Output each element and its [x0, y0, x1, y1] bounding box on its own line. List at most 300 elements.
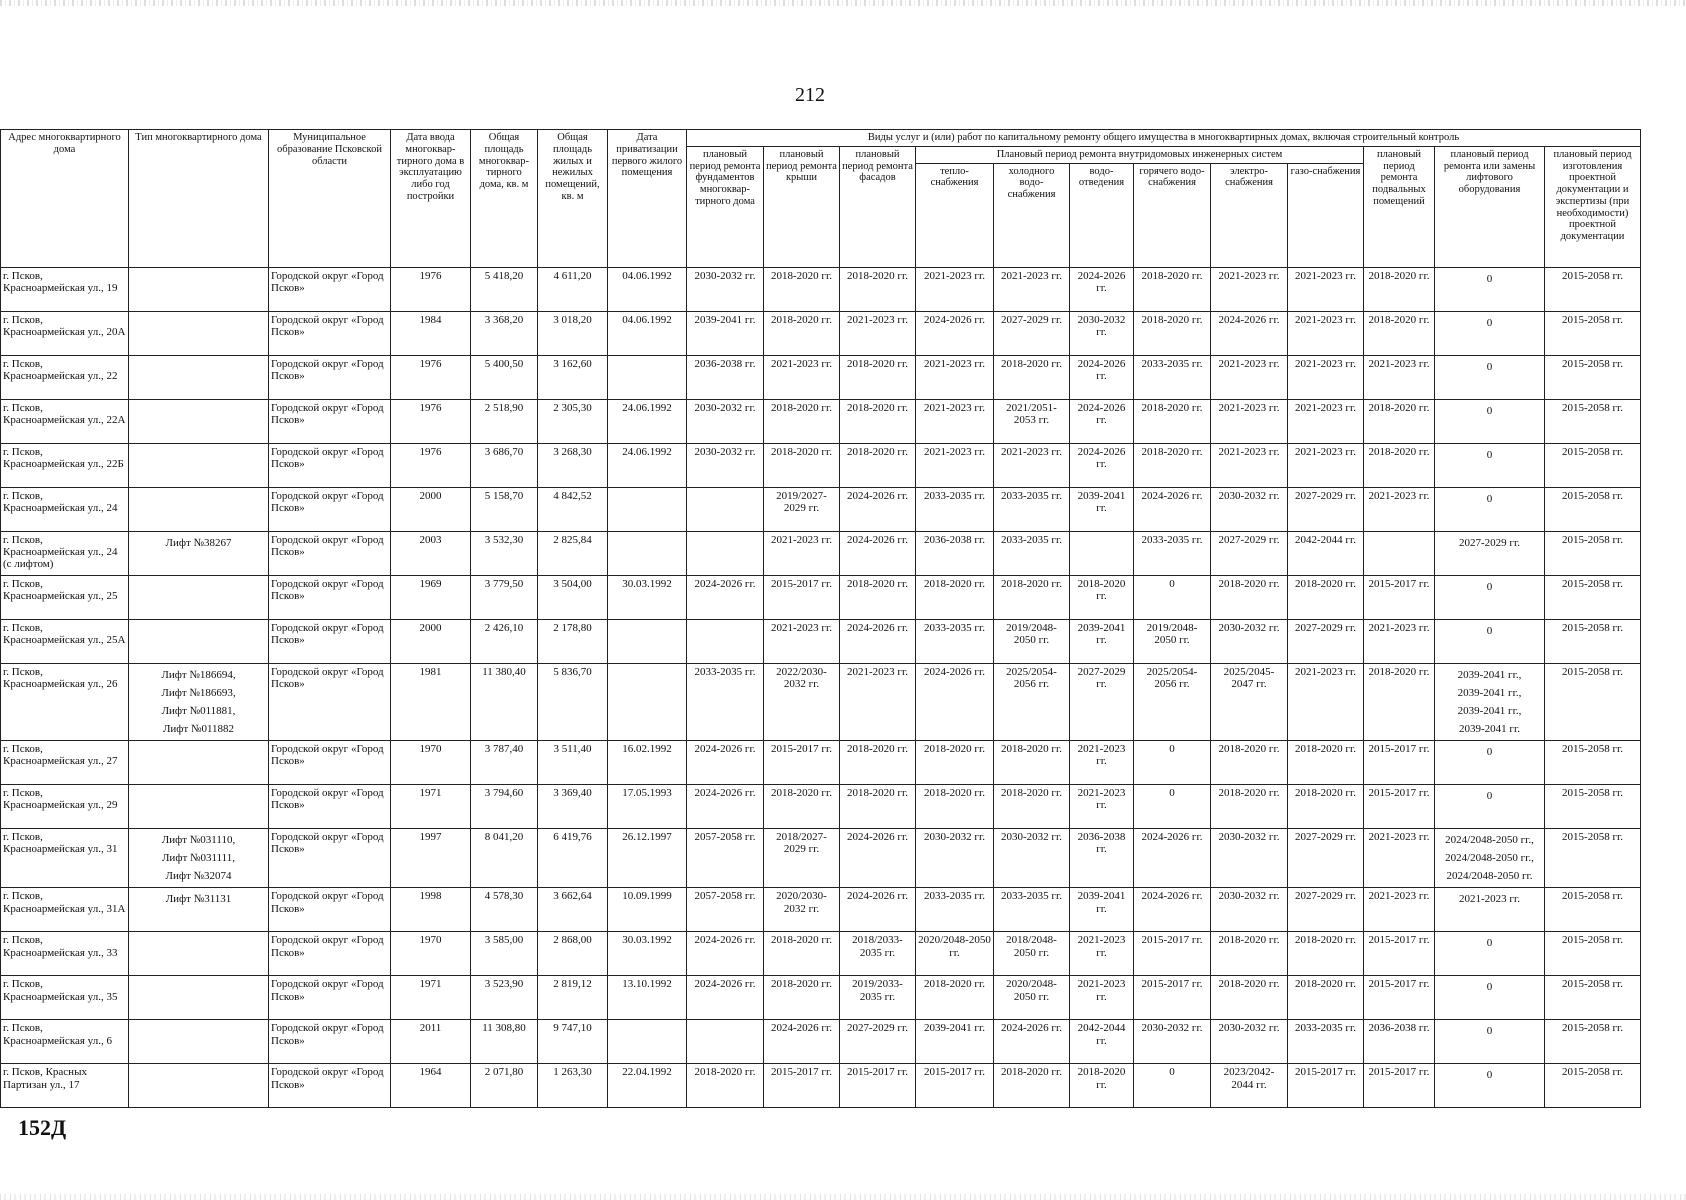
municipality-cell: Городской округ «Город Псков» [269, 785, 391, 829]
header-elevator: плановый период ремонта или замены лифтового оборудования [1435, 146, 1545, 267]
cold-water-period-cell: 2019/2048-2050 гг. [994, 619, 1070, 663]
header-roof: плановый период ремонта крыши [764, 146, 840, 267]
privatization-date-cell [608, 487, 687, 531]
table-body [1, 267, 1641, 1108]
foundation-period-cell: 2024-2026 гг. [687, 575, 764, 619]
municipality-cell: Городской округ «Город Псков» [269, 1064, 391, 1108]
table-row [1, 741, 1641, 785]
house-type-cell [129, 443, 269, 487]
sewer-period-cell: 2030-2032 гг. [1070, 311, 1134, 355]
address-cell: г. Псков, Красноармейская ул., 24 (с лифтом) [1, 531, 129, 575]
address-cell: г. Псков, Красноармейская ул., 6 [1, 1020, 129, 1064]
living-area-cell: 2 868,00 [538, 932, 608, 976]
header-hot-water: горячего водо-снабжения [1134, 163, 1211, 267]
address-cell: г. Псков, Красноармейская ул., 22А [1, 399, 129, 443]
elevator-id: Лифт №32074 [165, 870, 232, 883]
cold-water-period-cell: 2033-2035 гг. [994, 487, 1070, 531]
design-docs-period-cell: 2015-2058 гг. [1545, 619, 1641, 663]
elevator-period-cell [1435, 741, 1545, 785]
roof-period-cell: 2018/2027-2029 гг. [764, 829, 840, 888]
electric-period-cell: 2025/2045-2047 гг. [1211, 663, 1288, 741]
electric-period-cell: 2024-2026 гг. [1211, 311, 1288, 355]
house-type-cell [129, 575, 269, 619]
house-type-cell [129, 399, 269, 443]
roof-period-cell: 2021-2023 гг. [764, 619, 840, 663]
hot-water-period-cell: 2024-2026 гг. [1134, 888, 1211, 932]
facade-period-cell: 2024-2026 гг. [840, 531, 916, 575]
sewer-period-cell: 2021-2023 гг. [1070, 741, 1134, 785]
elevator-period: 0 [1486, 272, 1493, 285]
house-type-cell [129, 1064, 269, 1108]
total-area-cell: 8 041,20 [471, 829, 538, 888]
elevator-period: 0 [1486, 1069, 1493, 1082]
hot-water-period-cell: 2033-2035 гг. [1134, 355, 1211, 399]
living-area-cell: 2 178,80 [538, 619, 608, 663]
cold-water-period-cell: 2018/2048-2050 гг. [994, 932, 1070, 976]
electric-period-cell: 2018-2020 гг. [1211, 741, 1288, 785]
table-row [1, 932, 1641, 976]
municipality-cell: Городской округ «Город Псков» [269, 1020, 391, 1064]
privatization-date-cell: 26.12.1997 [608, 829, 687, 888]
heat-supply-period-cell: 2018-2020 гг. [916, 575, 994, 619]
roof-period-cell: 2018-2020 гг. [764, 311, 840, 355]
electric-period-cell: 2030-2032 гг. [1211, 1020, 1288, 1064]
address-cell: г. Псков, Красноармейская ул., 33 [1, 932, 129, 976]
house-type-cell [129, 267, 269, 311]
basement-period-cell: 2015-2017 гг. [1364, 575, 1435, 619]
facade-period-cell: 2018/2033-2035 гг. [840, 932, 916, 976]
facade-period-cell: 2027-2029 гг. [840, 1020, 916, 1064]
electric-period-cell: 2027-2029 гг. [1211, 531, 1288, 575]
elevator-period-cell [1435, 311, 1545, 355]
municipality-cell: Городской округ «Город Псков» [269, 531, 391, 575]
privatization-date-cell: 04.06.1992 [608, 267, 687, 311]
commission-year-cell: 2011 [391, 1020, 471, 1064]
basement-period-cell: 2015-2017 гг. [1364, 976, 1435, 1020]
electric-period-cell: 2030-2032 гг. [1211, 487, 1288, 531]
elevator-period-cell [1435, 829, 1545, 888]
table-row [1, 1020, 1641, 1064]
privatization-date-cell: 30.03.1992 [608, 932, 687, 976]
total-area-cell: 3 532,30 [471, 531, 538, 575]
total-area-cell: 2 071,80 [471, 1064, 538, 1108]
facade-period-cell: 2021-2023 гг. [840, 311, 916, 355]
elevator-period-cell [1435, 1020, 1545, 1064]
living-area-cell: 9 747,10 [538, 1020, 608, 1064]
facade-period-cell: 2018-2020 гг. [840, 785, 916, 829]
heat-supply-period-cell: 2033-2035 гг. [916, 619, 994, 663]
table-row [1, 976, 1641, 1020]
cold-water-period-cell: 2021/2051-2053 гг. [994, 399, 1070, 443]
total-area-cell: 5 400,50 [471, 355, 538, 399]
foundation-period-cell: 2024-2026 гг. [687, 785, 764, 829]
elevator-period: 2021-2023 гг. [1459, 893, 1520, 906]
hot-water-period-cell: 2015-2017 гг. [1134, 976, 1211, 1020]
sewer-period-cell: 2021-2023 гг. [1070, 785, 1134, 829]
scan-edge-top [0, 0, 1686, 6]
gas-period-cell: 2033-2035 гг. [1288, 1020, 1364, 1064]
gas-period-cell: 2021-2023 гг. [1288, 443, 1364, 487]
heat-supply-period-cell: 2024-2026 гг. [916, 663, 994, 741]
elevator-period: 2039-2041 гг., [1457, 704, 1522, 717]
facade-period-cell: 2018-2020 гг. [840, 443, 916, 487]
municipality-cell: Городской округ «Город Псков» [269, 619, 391, 663]
foundation-period-cell: 2039-2041 гг. [687, 311, 764, 355]
elevator-id: Лифт №31131 [165, 893, 232, 906]
header-basement: плановый период ремонта подвальных помещений [1364, 146, 1435, 267]
living-area-cell: 6 419,76 [538, 829, 608, 888]
commission-year-cell: 1970 [391, 741, 471, 785]
design-docs-period-cell: 2015-2058 гг. [1545, 976, 1641, 1020]
privatization-date-cell [608, 663, 687, 741]
cold-water-period-cell: 2021-2023 гг. [994, 267, 1070, 311]
house-type-cell [129, 741, 269, 785]
roof-period-cell: 2022/2030-2032 гг. [764, 663, 840, 741]
hot-water-period-cell: 0 [1134, 575, 1211, 619]
cold-water-period-cell: 2030-2032 гг. [994, 829, 1070, 888]
heat-supply-period-cell: 2018-2020 гг. [916, 741, 994, 785]
facade-period-cell: 2018-2020 гг. [840, 399, 916, 443]
hot-water-period-cell: 2015-2017 гг. [1134, 932, 1211, 976]
commission-year-cell: 1998 [391, 888, 471, 932]
design-docs-period-cell: 2015-2058 гг. [1545, 443, 1641, 487]
sewer-period-cell: 2024-2026 гг. [1070, 443, 1134, 487]
cold-water-period-cell: 2018-2020 гг. [994, 355, 1070, 399]
house-type-cell [129, 785, 269, 829]
basement-period-cell: 2036-2038 гг. [1364, 1020, 1435, 1064]
privatization-date-cell [608, 531, 687, 575]
basement-period-cell: 2015-2017 гг. [1364, 785, 1435, 829]
design-docs-period-cell: 2015-2058 гг. [1545, 399, 1641, 443]
roof-period-cell: 2018-2020 гг. [764, 785, 840, 829]
foundation-period-cell: 2030-2032 гг. [687, 399, 764, 443]
sewer-period-cell [1070, 531, 1134, 575]
design-docs-period-cell: 2015-2058 гг. [1545, 355, 1641, 399]
header-gas: газо-снабжения [1288, 163, 1364, 267]
table-row [1, 619, 1641, 663]
basement-period-cell: 2015-2017 гг. [1364, 1064, 1435, 1108]
house-type-cell [129, 888, 269, 932]
facade-period-cell: 2018-2020 гг. [840, 267, 916, 311]
hot-water-period-cell: 2030-2032 гг. [1134, 1020, 1211, 1064]
commission-year-cell: 1969 [391, 575, 471, 619]
sewer-period-cell: 2024-2026 гг. [1070, 267, 1134, 311]
privatization-date-cell: 13.10.1992 [608, 976, 687, 1020]
header-total-area: Общая площадь многоквар-тирного дома, кв. м [471, 130, 538, 268]
heat-supply-period-cell: 2020/2048-2050 гг. [916, 932, 994, 976]
foundation-period-cell: 2024-2026 гг. [687, 932, 764, 976]
commission-year-cell: 2000 [391, 619, 471, 663]
elevator-period-cell [1435, 888, 1545, 932]
roof-period-cell: 2015-2017 гг. [764, 1064, 840, 1108]
foundation-period-cell [687, 487, 764, 531]
facade-period-cell: 2021-2023 гг. [840, 663, 916, 741]
municipality-cell: Городской округ «Город Псков» [269, 267, 391, 311]
privatization-date-cell: 24.06.1992 [608, 399, 687, 443]
total-area-cell: 2 426,10 [471, 619, 538, 663]
gas-period-cell: 2021-2023 гг. [1288, 663, 1364, 741]
elevator-period: 2027-2029 гг. [1459, 536, 1520, 549]
table-row [1, 487, 1641, 531]
header-electric: электро-снабжения [1211, 163, 1288, 267]
heat-supply-period-cell: 2021-2023 гг. [916, 399, 994, 443]
foundation-period-cell [687, 619, 764, 663]
heat-supply-period-cell: 2021-2023 гг. [916, 443, 994, 487]
elevator-period: 0 [1486, 316, 1493, 329]
total-area-cell: 3 794,60 [471, 785, 538, 829]
gas-period-cell: 2018-2020 гг. [1288, 575, 1364, 619]
hot-water-period-cell: 2024-2026 гг. [1134, 829, 1211, 888]
total-area-cell: 4 578,30 [471, 888, 538, 932]
facade-period-cell: 2024-2026 гг. [840, 888, 916, 932]
elevator-period-cell [1435, 1064, 1545, 1108]
sewer-period-cell: 2021-2023 гг. [1070, 932, 1134, 976]
roof-period-cell: 2015-2017 гг. [764, 741, 840, 785]
gas-period-cell: 2018-2020 гг. [1288, 741, 1364, 785]
elevator-period: 0 [1486, 981, 1493, 994]
commission-year-cell: 1971 [391, 785, 471, 829]
total-area-cell: 11 380,40 [471, 663, 538, 741]
elevator-period-cell [1435, 531, 1545, 575]
house-type-cell [129, 932, 269, 976]
total-area-cell: 3 686,70 [471, 443, 538, 487]
total-area-cell: 3 368,20 [471, 311, 538, 355]
gas-period-cell: 2015-2017 гг. [1288, 1064, 1364, 1108]
foundation-period-cell [687, 531, 764, 575]
cold-water-period-cell: 2027-2029 гг. [994, 311, 1070, 355]
electric-period-cell: 2018-2020 гг. [1211, 932, 1288, 976]
cold-water-period-cell: 2033-2035 гг. [994, 531, 1070, 575]
table-row [1, 663, 1641, 741]
commission-year-cell: 2003 [391, 531, 471, 575]
municipality-cell: Городской округ «Город Псков» [269, 888, 391, 932]
elevator-period-cell [1435, 619, 1545, 663]
electric-period-cell: 2030-2032 гг. [1211, 619, 1288, 663]
header-living-area: Общая площадь жилых и нежилых помещений, кв. м [538, 130, 608, 268]
roof-period-cell: 2021-2023 гг. [764, 531, 840, 575]
cold-water-period-cell: 2021-2023 гг. [994, 443, 1070, 487]
table-row [1, 829, 1641, 888]
cold-water-period-cell: 2018-2020 гг. [994, 575, 1070, 619]
electric-period-cell: 2021-2023 гг. [1211, 267, 1288, 311]
header-house-type: Тип многоквартирного дома [129, 130, 269, 268]
house-type-cell [129, 1020, 269, 1064]
heat-supply-period-cell: 2030-2032 гг. [916, 829, 994, 888]
elevator-period: 0 [1486, 937, 1493, 950]
elevator-period: 2039-2041 гг. [1459, 722, 1520, 735]
design-docs-period-cell: 2015-2058 гг. [1545, 575, 1641, 619]
header-facade: плановый период ремонта фасадов [840, 146, 916, 267]
address-cell: г. Псков, Красноармейская ул., 20А [1, 311, 129, 355]
sewer-period-cell: 2039-2041 гг. [1070, 619, 1134, 663]
foundation-period-cell: 2036-2038 гг. [687, 355, 764, 399]
elevator-id: Лифт №011882 [162, 722, 235, 735]
foundation-period-cell: 2030-2032 гг. [687, 267, 764, 311]
cold-water-period-cell: 2033-2035 гг. [994, 888, 1070, 932]
elevator-period: 0 [1486, 624, 1493, 637]
gas-period-cell: 2027-2029 гг. [1288, 487, 1364, 531]
sewer-period-cell: 2039-2041 гг. [1070, 487, 1134, 531]
electric-period-cell: 2021-2023 гг. [1211, 443, 1288, 487]
header-privatization-date: Дата приватизации первого жилого помещения [608, 130, 687, 268]
living-area-cell: 5 836,70 [538, 663, 608, 741]
capital-repair-table [0, 129, 1641, 1108]
address-cell: г. Псков, Красноармейская ул., 22Б [1, 443, 129, 487]
heat-supply-period-cell: 2018-2020 гг. [916, 785, 994, 829]
roof-period-cell: 2018-2020 гг. [764, 399, 840, 443]
cold-water-period-cell: 2024-2026 гг. [994, 1020, 1070, 1064]
elevator-period-cell [1435, 976, 1545, 1020]
elevator-period-cell [1435, 932, 1545, 976]
elevator-period-cell [1435, 267, 1545, 311]
elevator-period-cell [1435, 443, 1545, 487]
elevator-id: Лифт №031111, [161, 852, 236, 865]
total-area-cell: 5 158,70 [471, 487, 538, 531]
page-number: 212 [795, 84, 825, 106]
house-type-cell [129, 663, 269, 741]
commission-year-cell: 1976 [391, 443, 471, 487]
electric-period-cell: 2021-2023 гг. [1211, 399, 1288, 443]
foundation-period-cell: 2018-2020 гг. [687, 1064, 764, 1108]
elevator-id: Лифт №031110, [161, 834, 236, 847]
hot-water-period-cell: 2025/2054-2056 гг. [1134, 663, 1211, 741]
header-commission-date: Дата ввода многоквар-тирного дома в эксплуатацию либо год постройки [391, 130, 471, 268]
elevator-period: 0 [1486, 746, 1493, 759]
design-docs-period-cell: 2015-2058 гг. [1545, 785, 1641, 829]
header-address: Адрес многоквартирного дома [1, 130, 129, 268]
heat-supply-period-cell: 2033-2035 гг. [916, 487, 994, 531]
basement-period-cell: 2021-2023 гг. [1364, 487, 1435, 531]
foundation-period-cell: 2030-2032 гг. [687, 443, 764, 487]
commission-year-cell: 1984 [391, 311, 471, 355]
facade-period-cell: 2018-2020 гг. [840, 575, 916, 619]
electric-period-cell: 2023/2042-2044 гг. [1211, 1064, 1288, 1108]
hot-water-period-cell: 2018-2020 гг. [1134, 267, 1211, 311]
total-area-cell: 3 523,90 [471, 976, 538, 1020]
total-area-cell: 5 418,20 [471, 267, 538, 311]
foundation-period-cell [687, 1020, 764, 1064]
municipality-cell: Городской округ «Город Псков» [269, 741, 391, 785]
roof-period-cell: 2024-2026 гг. [764, 1020, 840, 1064]
address-cell: г. Псков, Красноармейская ул., 31А [1, 888, 129, 932]
house-type-cell [129, 976, 269, 1020]
basement-period-cell: 2018-2020 гг. [1364, 311, 1435, 355]
hot-water-period-cell: 0 [1134, 1064, 1211, 1108]
commission-year-cell: 1976 [391, 355, 471, 399]
stamp-label: 152Д [18, 1115, 67, 1140]
gas-period-cell: 2021-2023 гг. [1288, 267, 1364, 311]
design-docs-period-cell: 2015-2058 гг. [1545, 1064, 1641, 1108]
table-row [1, 355, 1641, 399]
total-area-cell: 2 518,90 [471, 399, 538, 443]
elevator-id: Лифт №011881, [161, 704, 236, 717]
table-row [1, 575, 1641, 619]
cold-water-period-cell: 2025/2054-2056 гг. [994, 663, 1070, 741]
elevator-period: 2024/2048-2050 гг., [1445, 852, 1534, 865]
living-area-cell: 2 819,12 [538, 976, 608, 1020]
total-area-cell: 3 787,40 [471, 741, 538, 785]
basement-period-cell: 2021-2023 гг. [1364, 829, 1435, 888]
municipality-cell: Городской округ «Город Псков» [269, 976, 391, 1020]
gas-period-cell: 2027-2029 гг. [1288, 829, 1364, 888]
municipality-cell: Городской округ «Город Псков» [269, 663, 391, 741]
basement-period-cell: 2015-2017 гг. [1364, 741, 1435, 785]
roof-period-cell: 2015-2017 гг. [764, 575, 840, 619]
house-type-cell [129, 531, 269, 575]
living-area-cell: 4 842,52 [538, 487, 608, 531]
facade-period-cell: 2024-2026 гг. [840, 619, 916, 663]
electric-period-cell: 2030-2032 гг. [1211, 888, 1288, 932]
living-area-cell: 4 611,20 [538, 267, 608, 311]
foundation-period-cell: 2024-2026 гг. [687, 741, 764, 785]
gas-period-cell: 2021-2023 гг. [1288, 355, 1364, 399]
design-docs-period-cell: 2015-2058 гг. [1545, 888, 1641, 932]
house-type-cell [129, 829, 269, 888]
foundation-period-cell: 2057-2058 гг. [687, 888, 764, 932]
elevator-period: 0 [1486, 790, 1493, 803]
hot-water-period-cell: 0 [1134, 741, 1211, 785]
table-row [1, 399, 1641, 443]
commission-year-cell: 1976 [391, 267, 471, 311]
heat-supply-period-cell: 2021-2023 гг. [916, 267, 994, 311]
roof-period-cell: 2018-2020 гг. [764, 932, 840, 976]
privatization-date-cell: 16.02.1992 [608, 741, 687, 785]
table-row [1, 785, 1641, 829]
sewer-period-cell: 2027-2029 гг. [1070, 663, 1134, 741]
elevator-period-cell [1435, 355, 1545, 399]
elevator-period: 2024/2048-2050 гг. [1446, 870, 1533, 883]
facade-period-cell: 2018-2020 гг. [840, 741, 916, 785]
cold-water-period-cell: 2018-2020 гг. [994, 741, 1070, 785]
living-area-cell: 2 305,30 [538, 399, 608, 443]
sewer-period-cell: 2036-2038 гг. [1070, 829, 1134, 888]
foundation-period-cell: 2057-2058 гг. [687, 829, 764, 888]
commission-year-cell: 1971 [391, 976, 471, 1020]
gas-period-cell: 2018-2020 гг. [1288, 976, 1364, 1020]
hot-water-period-cell: 2018-2020 гг. [1134, 443, 1211, 487]
address-cell: г. Псков, Красноармейская ул., 25А [1, 619, 129, 663]
roof-period-cell: 2019/2027-2029 гг. [764, 487, 840, 531]
header-foundation: плановый период ремонта фундаментов многоквар-тирного дома [687, 146, 764, 267]
sewer-period-cell: 2018-2020 гг. [1070, 1064, 1134, 1108]
facade-period-cell: 2015-2017 гг. [840, 1064, 916, 1108]
heat-supply-period-cell: 2036-2038 гг. [916, 531, 994, 575]
sewer-period-cell: 2018-2020 гг. [1070, 575, 1134, 619]
gas-period-cell: 2021-2023 гг. [1288, 311, 1364, 355]
address-cell: г. Псков, Красноармейская ул., 26 [1, 663, 129, 741]
privatization-date-cell: 24.06.1992 [608, 443, 687, 487]
basement-period-cell: 2021-2023 гг. [1364, 888, 1435, 932]
facade-period-cell: 2024-2026 гг. [840, 487, 916, 531]
municipality-cell: Городской округ «Город Псков» [269, 443, 391, 487]
commission-year-cell: 1981 [391, 663, 471, 741]
facade-period-cell: 2019/2033-2035 гг. [840, 976, 916, 1020]
basement-period-cell: 2018-2020 гг. [1364, 443, 1435, 487]
cold-water-period-cell: 2020/2048-2050 гг. [994, 976, 1070, 1020]
sewer-period-cell: 2024-2026 гг. [1070, 355, 1134, 399]
basement-period-cell: 2018-2020 гг. [1364, 267, 1435, 311]
electric-period-cell: 2018-2020 гг. [1211, 575, 1288, 619]
elevator-id: Лифт №186694, [161, 668, 236, 681]
municipality-cell: Городской округ «Город Псков» [269, 487, 391, 531]
living-area-cell: 3 018,20 [538, 311, 608, 355]
house-type-cell [129, 619, 269, 663]
sewer-period-cell: 2039-2041 гг. [1070, 888, 1134, 932]
address-cell: г. Псков, Красноармейская ул., 31 [1, 829, 129, 888]
basement-period-cell: 2021-2023 гг. [1364, 619, 1435, 663]
design-docs-period-cell: 2015-2058 гг. [1545, 267, 1641, 311]
address-cell: г. Псков, Красноармейская ул., 25 [1, 575, 129, 619]
